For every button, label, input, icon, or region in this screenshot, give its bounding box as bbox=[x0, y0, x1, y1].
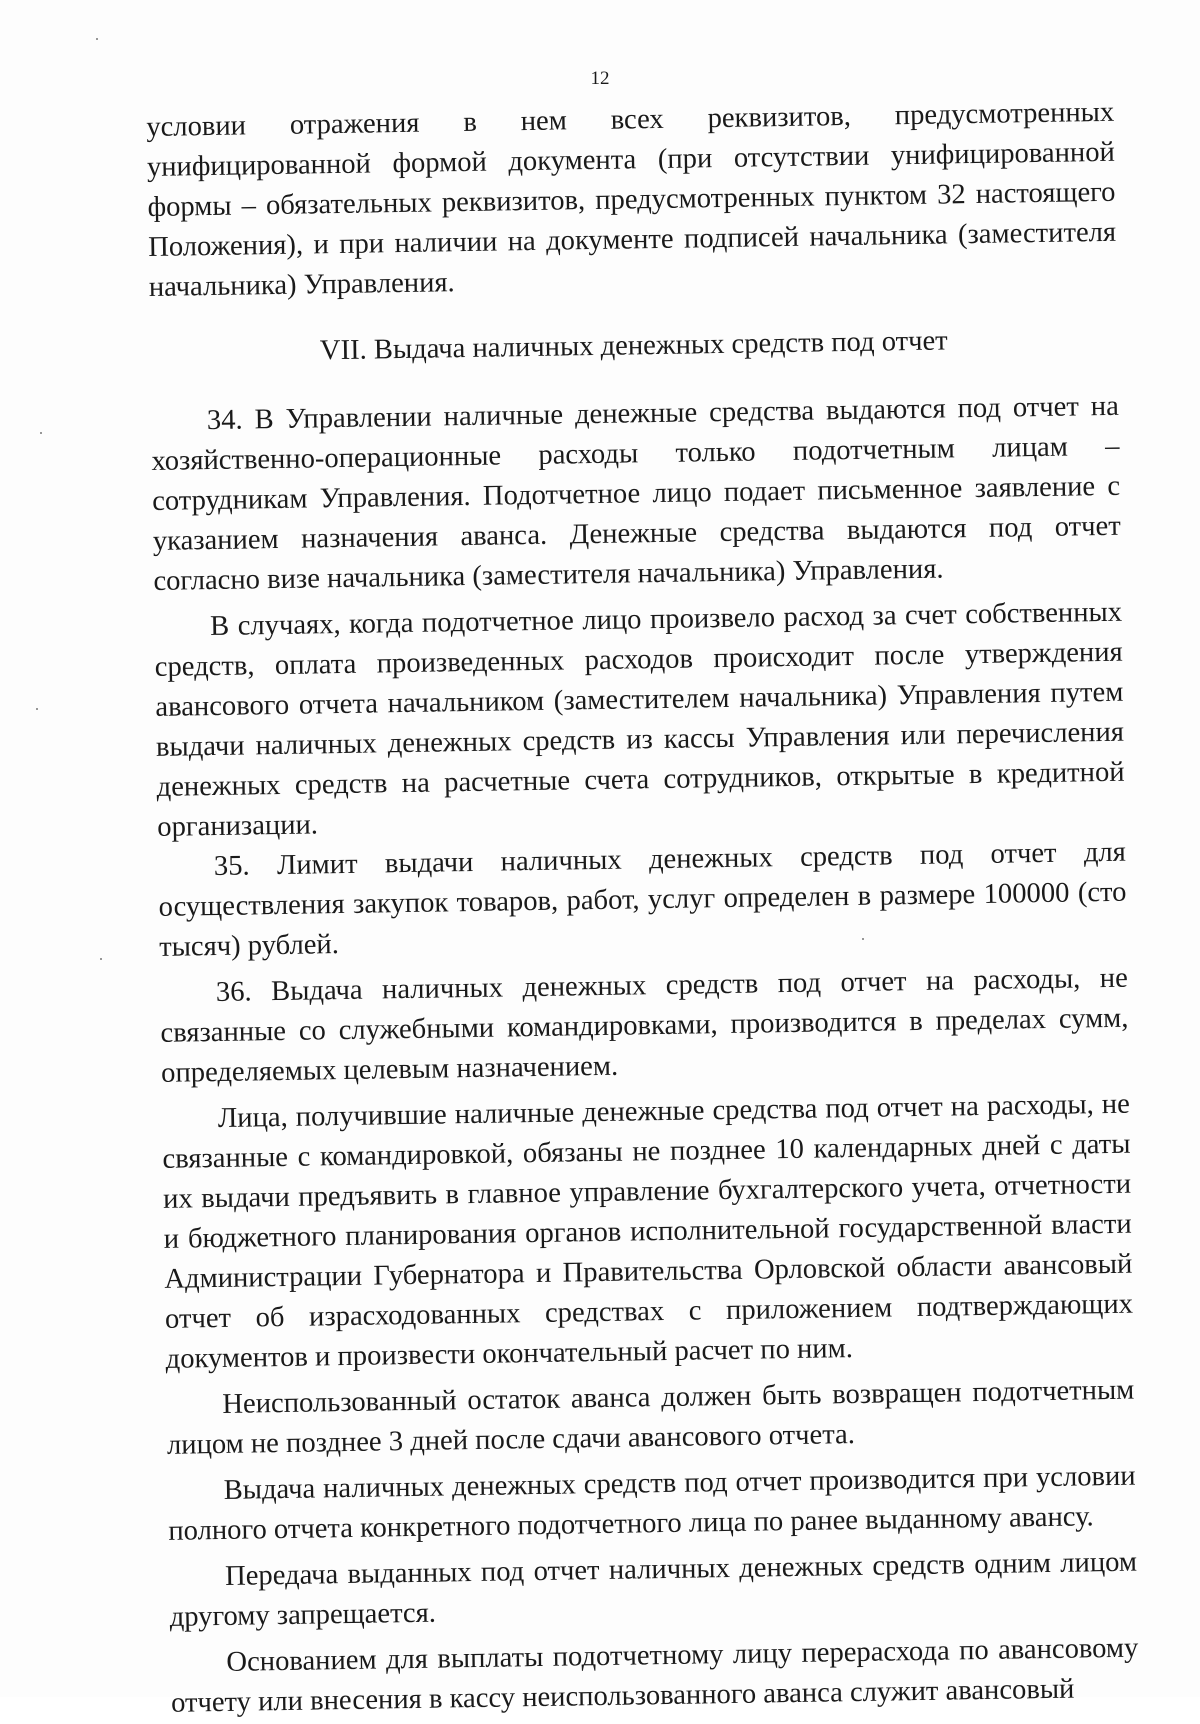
paragraph-36-unused-advance: Неиспользованный остаток аванса должен быть возвращен подотчетным лицом не позднее 3 дней после сдачи авансового отчета. bbox=[166, 1374, 1135, 1461]
page-number: 12 bbox=[590, 68, 610, 89]
paragraph-36-reporting-deadline: Лица, получившие наличные денежные средства под отчет на расходы, не связанные с командировкой, обязаны не позднее 10 календарных дней с даты их выдачи предъявить в главное управление бухгалтерского учета, отчетности и бюджетного планирования органов исполнительной государственной власти Администрации Губернатора и Правительства Орловской области авансовый отчет об израсходованных средствах с приложением подтверждающих документов и произвести окончательный расчет по ним. bbox=[162, 1088, 1134, 1375]
paragraph-36-transfer-prohibited: Передача выданных под отчет наличных денежных средств одним лицом другому запрещается. bbox=[169, 1546, 1138, 1633]
paragraph-36: 36. Выдача наличных денежных средств под отчет на расходы, не связанные со служебными командировками, производится в пределах сумм, определяемых целевым назначением. bbox=[160, 962, 1129, 1089]
continuation-paragraph: условии отражения в нем всех реквизитов, предусмотренных унифицированной формой документа (при отсутствии унифицированной формы – обязательных реквизитов, предусмотренных пунктом 32 настоящего Положения), и при наличии на документе подписей начальника (заместителя начальника) Управления. bbox=[146, 96, 1117, 303]
paragraph-34-own-funds: В случаях, когда подотчетное лицо произвело расход за счет собственных средств, оплата произведенных расходов происходит после утверждения авансового отчета начальником (заместителем начальника) Управления путем выдачи наличных денежных средств из кассы Управления или перечисления денежных средств на расчетные счета сотрудников, открытые в кредитной организации. bbox=[154, 596, 1125, 843]
paragraph-35: 35. Лимит выдачи наличных денежных средств под отчет для осуществления закупок товаров, работ, услуг определен в размере 100000 (сто тысяч) рублей. bbox=[158, 836, 1127, 963]
paragraph-34: 34. В Управлении наличные денежные средства выдаются под отчет на хозяйственно-операционные расходы только подотчетным лицам – сотрудникам Управления. Подотчетное лицо подает письменное заявление с указанием назначения аванса. Денежные средства выдаются под отчет согласно визе начальника (заместителя начальника) Управления. bbox=[151, 390, 1121, 597]
section-title: VII. Выдача наличных денежных средств под отчет bbox=[319, 325, 948, 367]
document-body bbox=[146, 93, 1139, 1724]
paragraph-36-overspend-basis: Основанием для выплаты подотчетному лицу перерасхода по авансовому отчету или внесения в кассу неиспользованного аванса служит авансовый bbox=[170, 1632, 1139, 1719]
scan-speck bbox=[40, 432, 42, 434]
scan-speck bbox=[36, 708, 38, 710]
scan-speck bbox=[96, 38, 98, 40]
scan-speck bbox=[100, 958, 102, 960]
paragraph-36-issue-condition: Выдача наличных денежных средств под отчет производится при условии полного отчета конкретного подотчетного лица по ранее выданному авансу. bbox=[168, 1460, 1136, 1547]
